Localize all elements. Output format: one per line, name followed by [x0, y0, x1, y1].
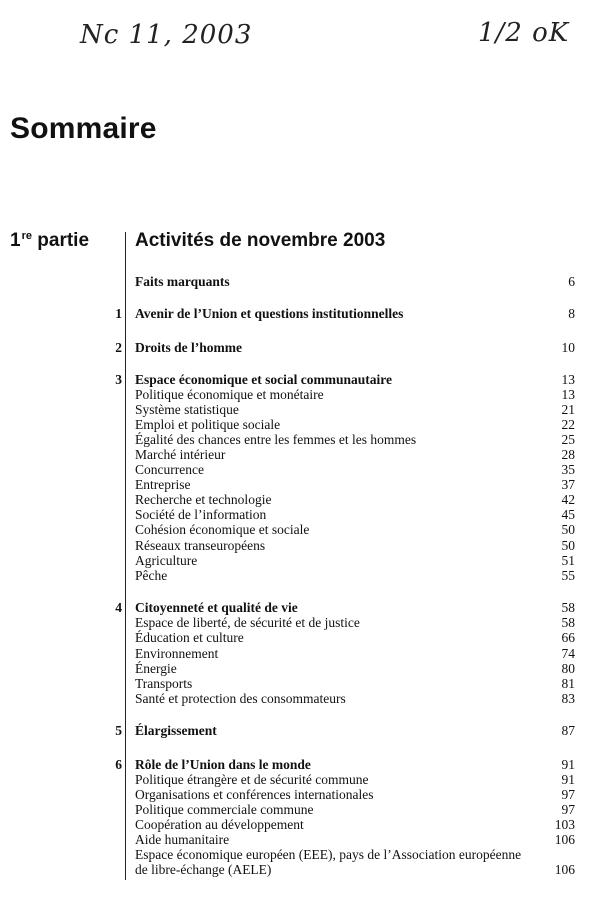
- toc-entry-title: Système statistique: [135, 402, 239, 417]
- toc-page-number: 81: [561, 676, 575, 691]
- toc-entry-title: Élargissement: [135, 723, 217, 738]
- part-number-suffix: re: [21, 230, 32, 242]
- toc-heading-row: [0, 340, 603, 356]
- toc-heading-row: [0, 757, 603, 773]
- toc-entry-title: Environnement: [135, 646, 219, 661]
- toc-page-number: 42: [561, 492, 575, 507]
- toc-page-number: 50: [561, 538, 575, 553]
- toc-entry-title: Politique commerciale commune: [135, 802, 314, 817]
- toc-page-number: 13: [561, 372, 575, 387]
- toc-entry-row: [0, 553, 603, 569]
- toc-entry-row: [0, 387, 603, 403]
- toc-page-number: 37: [561, 477, 575, 492]
- toc-entry-title: Réseaux transeuropéens: [135, 538, 266, 553]
- toc-entry-title: Agriculture: [135, 553, 198, 568]
- toc-entry-title: Énergie: [135, 661, 177, 676]
- toc-entry-row: [0, 646, 603, 662]
- toc-entry-title: Entreprise: [135, 477, 191, 492]
- toc-entry-row: [0, 630, 603, 646]
- toc-page-number: 35: [561, 462, 575, 477]
- toc-heading-row: [0, 274, 603, 290]
- toc-entry-row: [0, 447, 603, 463]
- part-word: partie: [37, 230, 90, 251]
- toc-entry-row: [0, 676, 603, 692]
- toc-chapter-number: 5: [115, 723, 122, 738]
- toc-entry-title: Faits marquants: [135, 274, 230, 289]
- part-number: 1: [10, 230, 21, 251]
- toc-chapter-number: 2: [115, 340, 122, 355]
- toc-entry-title: Rôle de l’Union dans le monde: [135, 757, 311, 772]
- toc-entry-row: [0, 507, 603, 523]
- toc-page-number: 91: [561, 772, 575, 787]
- toc-entry-title: Cohésion économique et sociale: [135, 522, 310, 537]
- section-title: Activités de novembre 2003: [135, 230, 386, 251]
- toc-entry-title: de libre-échange (AELE): [135, 862, 272, 877]
- toc-page-number: 51: [561, 553, 575, 568]
- toc-page-number: 91: [561, 757, 575, 772]
- toc-entry-row: [0, 802, 603, 818]
- toc-entry-row: [0, 772, 603, 788]
- toc-entry-row: [0, 691, 603, 707]
- toc-page-number: 58: [561, 600, 575, 615]
- toc-entry-row: [0, 538, 603, 554]
- toc-entry-title: Aide humanitaire: [135, 832, 230, 847]
- toc-entry-row: [0, 492, 603, 508]
- toc-page-number: 45: [561, 507, 575, 522]
- toc-entry-title: Marché intérieur: [135, 447, 226, 462]
- toc-entry-title: Politique étrangère et de sécurité commune: [135, 772, 369, 787]
- toc-entry-title: Espace de liberté, de sécurité et de justice: [135, 615, 360, 630]
- toc-entry-title: Politique économique et monétaire: [135, 387, 324, 402]
- toc-page-number: 103: [554, 817, 575, 832]
- toc-entry-title: Transports: [135, 676, 193, 691]
- toc-entry-title: Espace économique européen (EEE), pays de l’Association européenne: [135, 847, 522, 862]
- toc-entry-row: [0, 402, 603, 418]
- toc-entry-title: Santé et protection des consommateurs: [135, 691, 346, 706]
- toc-entry-title: Coopération au développement: [135, 817, 304, 832]
- toc-page-number: 55: [561, 568, 575, 583]
- toc-entry-title: Organisations et conférences internationales: [135, 787, 374, 802]
- toc-entry-title: Emploi et politique sociale: [135, 417, 281, 432]
- toc-entry-row: [0, 615, 603, 631]
- toc-entry-row: [0, 417, 603, 433]
- toc-entry-title: Citoyenneté et qualité de vie: [135, 600, 298, 615]
- page-title: Sommaire: [10, 112, 157, 145]
- toc-heading-row: [0, 372, 603, 388]
- toc-page-number: 58: [561, 615, 575, 630]
- toc-page-number: 66: [561, 630, 575, 645]
- toc-chapter-number: 4: [115, 600, 122, 615]
- toc-entry-row: [0, 832, 603, 848]
- toc-page-number: 22: [561, 417, 575, 432]
- toc-page-number: 8: [568, 306, 575, 321]
- toc-entry-title: Pêche: [135, 568, 168, 583]
- toc-page-number: 74: [561, 646, 575, 661]
- toc-entry-row: [0, 477, 603, 493]
- toc-page-number: 106: [554, 832, 575, 847]
- toc-page-number: 10: [561, 340, 575, 355]
- toc-chapter-number: 1: [115, 306, 122, 321]
- toc-entry-row: [0, 462, 603, 478]
- toc-chapter-number: 3: [115, 372, 122, 387]
- toc-page-number: 50: [561, 522, 575, 537]
- toc-page-number: 6: [568, 274, 575, 289]
- handwritten-note-left: Nc 11, 2003: [80, 20, 253, 50]
- toc-page-number: 97: [561, 802, 575, 817]
- toc-heading-row: [0, 306, 603, 322]
- toc-page-number: 97: [561, 787, 575, 802]
- toc-entry-title: Société de l’information: [135, 507, 267, 522]
- toc-page-number: 106: [554, 862, 575, 877]
- toc-entry-row: [0, 522, 603, 538]
- toc-entry-row: [0, 862, 603, 878]
- handwritten-note-right: 1/2 oK: [478, 18, 570, 48]
- toc-page-number: 25: [561, 432, 575, 447]
- toc-entry-row: [0, 661, 603, 677]
- toc-entry-title: Avenir de l’Union et questions institutionnelles: [135, 306, 404, 321]
- toc-chapter-number: 6: [115, 757, 122, 772]
- toc-entry-title: Droits de l’homme: [135, 340, 242, 355]
- toc-entry-row: [0, 432, 603, 448]
- toc-heading-row: [0, 600, 603, 616]
- toc-page-number: 13: [561, 387, 575, 402]
- toc-entry-title: Éducation et culture: [135, 630, 244, 645]
- toc-entry-title: Égalité des chances entre les femmes et les hommes: [135, 432, 417, 447]
- toc-heading-row: [0, 723, 603, 739]
- toc-entry-row: [0, 568, 603, 584]
- toc-entry-title: Espace économique et social communautaire: [135, 372, 392, 387]
- toc-entry-row: [0, 787, 603, 803]
- toc-entry-row: [0, 817, 603, 833]
- toc-entry-title: Concurrence: [135, 462, 204, 477]
- toc-page-number: 28: [561, 447, 575, 462]
- toc-entry-row: [0, 847, 603, 863]
- toc-page-number: 83: [561, 691, 575, 706]
- toc-page-number: 80: [561, 661, 575, 676]
- toc-page-number: 87: [561, 723, 575, 738]
- toc-page-number: 21: [561, 402, 575, 417]
- toc-entry-title: Recherche et technologie: [135, 492, 272, 507]
